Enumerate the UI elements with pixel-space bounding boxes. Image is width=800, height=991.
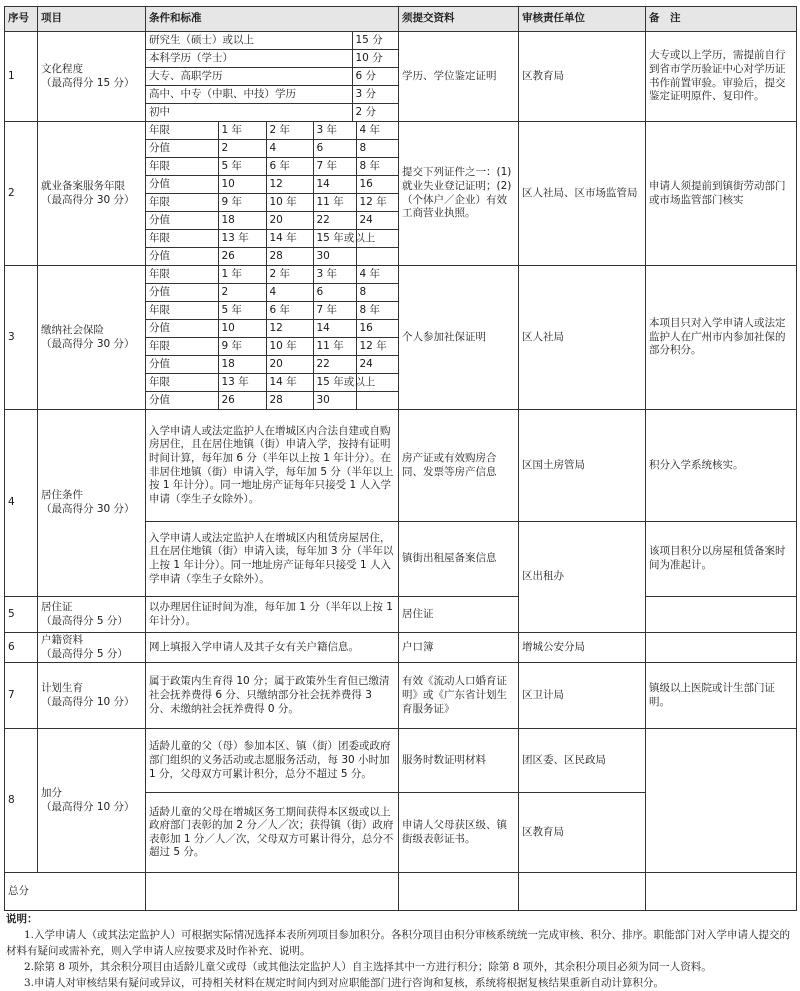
row-education — [5, 32, 797, 122]
materials-cell: 提交下列证件之一：(1)就业失业登记证明；(2)（个体户／企业）有效工商营业执照。 — [399, 122, 519, 266]
item-name: 缴纳社会保险 — [41, 323, 104, 336]
row-employment — [5, 122, 797, 266]
level-label: 本科学历（学士） — [146, 50, 352, 68]
item-cell — [38, 663, 146, 729]
item-max: （最高得分 10 分） — [41, 800, 135, 813]
row-no: 5 — [5, 597, 38, 633]
score-row — [146, 284, 398, 302]
item-cell — [38, 122, 146, 266]
grid-cell: 13 年 — [218, 374, 266, 392]
score-row — [146, 320, 398, 338]
grid-cell: 10 年 — [266, 338, 313, 356]
grid-cell: 26 — [218, 248, 266, 266]
item-cell — [38, 633, 146, 663]
header-criteria: 条件和标准 — [146, 7, 399, 32]
item-max: （最高得分 15 分） — [41, 76, 135, 89]
criteria-cell: 网上填报入学申请人及其子女有关户籍信息。 — [146, 633, 399, 663]
remark-cell: 镇级以上医院或计生部门证明。 — [646, 663, 797, 729]
grid-cell: 2 — [218, 140, 266, 158]
remark-cell: 该项目积分以房屋租赁备案时间为准起计。 — [646, 522, 797, 597]
total-label: 总分 — [5, 873, 146, 911]
grid-row-label: 年限 — [146, 230, 218, 248]
insurance-years-grid — [146, 266, 399, 410]
years-grid — [146, 122, 398, 265]
header-materials: 须提交资料 — [399, 7, 519, 32]
grid-cell: 26 — [218, 392, 266, 410]
grid-cell: 22 — [313, 356, 356, 374]
row-no: 8 — [5, 729, 38, 873]
grid-cell: 3 年 — [313, 122, 356, 140]
remark-cell — [646, 633, 797, 663]
item-max: （最高得分 30 分） — [41, 503, 135, 515]
item-cell — [38, 266, 146, 410]
item-name: 就业备案服务年限 — [41, 179, 125, 192]
unit-cell: 区人社局、区市场监管局 — [519, 122, 646, 266]
years-row — [146, 158, 398, 176]
criteria-cell: 属于政策内生育得 10 分；属于政策外生育但已缴清社会抚养费得 6 分、只缴纳部分社会抚养费得 3 分、未缴纳社会抚养费得 0 分。 — [146, 663, 399, 729]
row-no: 4 — [5, 410, 38, 597]
grid-row-label: 分值 — [146, 356, 218, 374]
level-score: 15 分 — [352, 32, 398, 50]
grid-cell: 11 年 — [313, 194, 356, 212]
grid-cell: 18 — [218, 356, 266, 374]
grid-cell: 2 年 — [266, 266, 313, 284]
criteria-cell: 适龄儿童的父母在增城区务工期间获得本区级或以上政府部门表彰的加 2 分／人／次；获得镇（街）政府表彰加 1 分／人／次，父母双方可累计得分，总分不超过 5 分。 — [146, 793, 399, 873]
materials-cell: 房产证或有效购房合同、发票等房产信息 — [399, 410, 519, 522]
level-label: 高中、中专（中职、中技）学历 — [146, 86, 352, 104]
row-no: 1 — [5, 32, 38, 122]
remark-cell: 大专或以上学历，需提前自行到省市学历验证中心对学历证书作前置审验。审验后，提交鉴定证明原件、复印件。 — [646, 32, 797, 122]
grid-cell: 4 年 — [356, 122, 398, 140]
grid-cell: 6 年 — [266, 158, 313, 176]
row-family-planning — [5, 663, 797, 729]
unit-cell: 区国土房管局 — [519, 410, 646, 522]
item-name: 居住条件 — [41, 489, 83, 502]
grid-cell: 16 — [356, 176, 398, 194]
years-row — [146, 230, 398, 248]
grid-cell: 5 年 — [218, 302, 266, 320]
item-cell — [38, 729, 146, 873]
grid-cell: 10 — [218, 320, 266, 338]
grid-cell: 12 — [266, 320, 313, 338]
materials-cell: 申请人父母获区级、镇街级表彰证书。 — [399, 793, 519, 873]
grid-cell: 9 年 — [218, 338, 266, 356]
materials-cell: 镇街出租屋备案信息 — [399, 522, 519, 597]
grid-cell: 15 年或以上 — [313, 374, 356, 392]
row-household — [5, 633, 797, 663]
grid-cell: 4 — [266, 284, 313, 302]
unit-cell: 区卫计局 — [519, 663, 646, 729]
grid-cell: 20 — [266, 356, 313, 374]
materials-cell: 户口簿 — [399, 633, 519, 663]
level-label: 初中 — [146, 104, 352, 122]
grid-cell: 24 — [356, 356, 398, 374]
row-no: 6 — [5, 633, 38, 663]
total-blank — [646, 873, 797, 911]
item-max: （最高得分 5 分） — [41, 614, 128, 627]
item-max: （最高得分 30 分） — [41, 337, 135, 350]
education-grid — [146, 32, 398, 121]
item-name: 加分 — [41, 787, 62, 800]
unit-cell: 团区委、区民政局 — [519, 729, 646, 793]
unit-cell: 区人社局 — [519, 266, 646, 410]
note-line: 3.申请人对审核结果有疑问或异议，可持相关材料在规定时间内到对应职能部门进行咨询和复核，系统将根据复核结果重新自动计算积分。 — [24, 977, 665, 989]
grid-cell — [356, 392, 398, 410]
level-label: 研究生（硕士）或以上 — [146, 32, 352, 50]
materials-cell: 有效《流动人口婚育证明》或《广东省计划生育服务证》 — [399, 663, 519, 729]
score-row — [146, 212, 398, 230]
header-row — [5, 7, 797, 32]
score-row — [146, 176, 398, 194]
years-row — [146, 122, 398, 140]
level-score: 6 分 — [352, 68, 398, 86]
grid-cell: 12 — [266, 176, 313, 194]
unit-cell: 区教育局 — [519, 32, 646, 122]
item-cell — [38, 32, 146, 122]
grid-cell: 12 年 — [356, 338, 398, 356]
materials-cell: 个人参加社保证明 — [399, 266, 519, 410]
grid-cell: 12 年 — [356, 194, 398, 212]
grid-cell: 24 — [356, 212, 398, 230]
grid-row-label: 分值 — [146, 284, 218, 302]
years-row — [146, 302, 398, 320]
level-score: 2 分 — [352, 104, 398, 122]
grid-cell: 10 — [218, 176, 266, 194]
note-line: 2.除第 8 项外，其余积分项目由适龄儿童父或母（或其他法定监护人）自主选择其中一方进行积分；除第 8 项外，其余积分项目必须为同一人资料。 — [24, 961, 712, 973]
item-name: 文化程度 — [41, 62, 83, 75]
years-grid — [146, 266, 398, 409]
grid-row-label: 年限 — [146, 158, 218, 176]
grid-cell: 8 — [356, 284, 398, 302]
header-remark: 备 注 — [646, 7, 797, 32]
grid-cell: 16 — [356, 320, 398, 338]
grid-cell: 6 — [313, 284, 356, 302]
grid-cell: 28 — [266, 392, 313, 410]
remark-cell: 积分入学系统核实。 — [646, 410, 797, 522]
grid-row-label: 分值 — [146, 140, 218, 158]
grid-row-label: 分值 — [146, 320, 218, 338]
header-item: 项目 — [38, 7, 146, 32]
item-max: （最高得分 5 分） — [41, 647, 128, 660]
level-label: 大专、高职学历 — [146, 68, 352, 86]
grid-cell: 14 — [313, 176, 356, 194]
materials-cell: 服务时数证明材料 — [399, 729, 519, 793]
grid-cell: 7 年 — [313, 302, 356, 320]
row-no: 7 — [5, 663, 38, 729]
header-no: 序号 — [5, 7, 38, 32]
grid-cell: 28 — [266, 248, 313, 266]
grid-row-label: 分值 — [146, 212, 218, 230]
grid-cell: 4 年 — [356, 266, 398, 284]
header-unit: 审核责任单位 — [519, 7, 646, 32]
item-cell — [38, 410, 146, 597]
remark-cell — [646, 597, 797, 633]
grid-row-label: 年限 — [146, 374, 218, 392]
grid-cell: 10 年 — [266, 194, 313, 212]
grid-cell: 1 年 — [218, 122, 266, 140]
grid-cell: 8 年 — [356, 158, 398, 176]
grid-cell: 14 — [313, 320, 356, 338]
grid-row-label: 分值 — [146, 392, 218, 410]
grid-cell: 14 年 — [266, 230, 313, 248]
grid-cell: 2 — [218, 284, 266, 302]
row-no: 2 — [5, 122, 38, 266]
points-table — [4, 6, 797, 911]
grid-cell: 22 — [313, 212, 356, 230]
grid-row-label: 年限 — [146, 122, 218, 140]
grid-cell: 9 年 — [218, 194, 266, 212]
unit-cell: 增城公安分局 — [519, 633, 646, 663]
item-name: 户籍资料 — [41, 634, 83, 646]
years-row — [146, 338, 398, 356]
grid-cell: 2 年 — [266, 122, 313, 140]
grid-row-label: 年限 — [146, 302, 218, 320]
grid-row-label: 年限 — [146, 338, 218, 356]
remark-cell: 本项目只对入学申请人或法定监护人在广州市内参加社保的部分积分。 — [646, 266, 797, 410]
item-cell — [38, 597, 146, 633]
grid-cell: 1 年 — [218, 266, 266, 284]
total-blank — [399, 873, 519, 911]
row-no: 3 — [5, 266, 38, 410]
row-total — [5, 873, 797, 911]
criteria-cell: 以办理居住证时间为准，每年加 1 分（半年以上按 1 年计分）。 — [146, 597, 399, 633]
remark-cell: 申请人须提前到镇街劳动部门或市场监管部门核实 — [646, 122, 797, 266]
total-blank — [519, 873, 646, 911]
years-row — [146, 194, 398, 212]
grid-row-label: 年限 — [146, 194, 218, 212]
level-score: 3 分 — [352, 86, 398, 104]
row-bonus-volunteer — [5, 729, 797, 793]
grid-cell: 13 年 — [218, 230, 266, 248]
grid-cell: 30 — [313, 392, 356, 410]
row-residence-permit — [5, 597, 797, 633]
grid-cell: 7 年 — [313, 158, 356, 176]
notes-title: 说明： — [6, 913, 38, 925]
score-row — [146, 356, 398, 374]
grid-cell: 5 年 — [218, 158, 266, 176]
grid-cell: 30 — [313, 248, 356, 266]
grid-cell: 3 年 — [313, 266, 356, 284]
years-row — [146, 266, 398, 284]
note-line: 1.入学申请人（或其法定监护人）可根据实际情况选择本表所列项目参加积分。各积分项目由积分审核系统统一完成审核、积分、排序。职能部门对入学申请人提交的材料有疑问或需补充，则入学申请人应按要求及时作补充、说明。 — [6, 929, 791, 957]
score-row — [146, 392, 398, 410]
grid-cell: 4 — [266, 140, 313, 158]
years-row — [146, 374, 398, 392]
score-row — [146, 248, 398, 266]
criteria-cell: 入学申请人或法定监护人在增城区内合法自建或自购房居住，且在居住地镇（街）申请入学，按持有证明时间计算，每年加 6 分（半年以上按 1 年计分）。在非居住地镇（街）申请入学，每年加 5 分（半年以上按 1 年计分）。同一地址房产证每年只接受 1 人入学申请（孪生子女除外）。 — [146, 410, 399, 522]
item-max: （最高得分 30 分） — [41, 193, 135, 206]
item-name: 居住证 — [41, 600, 73, 613]
unit-cell: 区出租办 — [519, 522, 646, 633]
criteria-cell: 适龄儿童的父（母）参加本区、镇（街）团委或政府部门组织的义务活动或志愿服务活动，每 30 小时加 1 分，父母双方可累计积分，总分不超过 5 分。 — [146, 729, 399, 793]
grid-cell — [356, 248, 398, 266]
score-row — [146, 140, 398, 158]
notes-section — [6, 911, 794, 991]
item-max: （最高得分 10 分） — [41, 695, 135, 708]
total-value — [146, 873, 399, 911]
grid-cell: 8 — [356, 140, 398, 158]
row-housing-own — [5, 410, 797, 522]
grid-cell: 18 — [218, 212, 266, 230]
grid-cell: 6 年 — [266, 302, 313, 320]
unit-cell: 区教育局 — [519, 793, 646, 873]
materials-cell: 学历、学位鉴定证明 — [399, 32, 519, 122]
employment-years-grid — [146, 122, 399, 266]
grid-cell: 6 — [313, 140, 356, 158]
grid-cell: 15 年或以上 — [313, 230, 356, 248]
grid-cell: 14 年 — [266, 374, 313, 392]
criteria-cell: 入学申请人或法定监护人在增城区内租赁房屋居住，且在居住地镇（街）申请入读，每年加 3 分（半年以上按 1 年计分）。同一地址房产证每年只接受 1 人入学申请（孪生子女除外）。 — [146, 522, 399, 597]
grid-row-label: 分值 — [146, 248, 218, 266]
education-levels — [146, 32, 399, 122]
remark-cell — [646, 729, 797, 873]
grid-cell: 8 年 — [356, 302, 398, 320]
grid-cell: 20 — [266, 212, 313, 230]
grid-cell: 11 年 — [313, 338, 356, 356]
level-score: 10 分 — [352, 50, 398, 68]
grid-row-label: 分值 — [146, 176, 218, 194]
row-social-insurance — [5, 266, 797, 410]
materials-cell: 居住证 — [399, 597, 519, 633]
grid-row-label: 年限 — [146, 266, 218, 284]
item-name: 计划生育 — [41, 682, 83, 695]
